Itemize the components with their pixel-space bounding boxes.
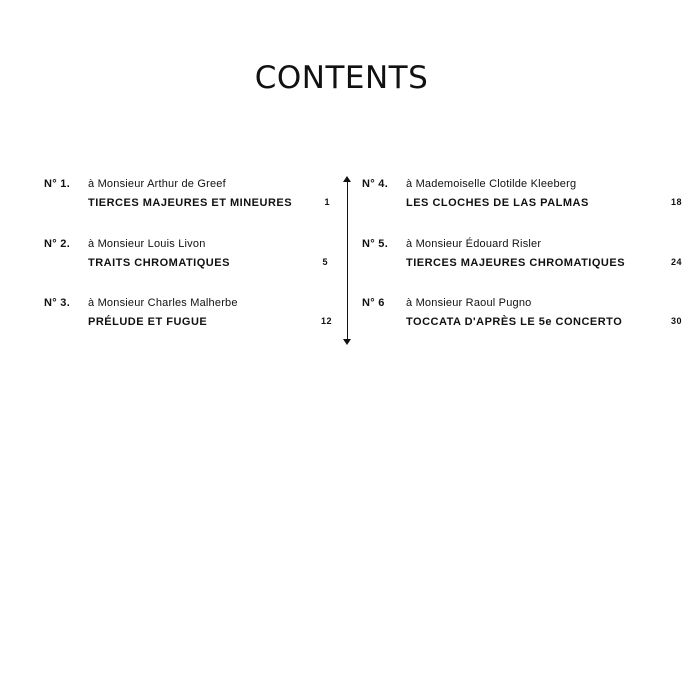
entry-number: N° 4. xyxy=(362,178,389,190)
entry-dedication: à Monsieur Édouard Risler xyxy=(406,238,542,250)
entry-page-number: 18 xyxy=(670,197,682,207)
entry-number: N° 2. xyxy=(44,238,71,250)
contents-entry-6 xyxy=(362,297,700,337)
divider-arrow-down-icon xyxy=(343,339,351,345)
column-divider xyxy=(347,180,348,342)
entry-page-number: 24 xyxy=(670,257,682,267)
entry-number: N° 6 xyxy=(362,297,385,309)
entry-page-number: 5 xyxy=(322,257,328,267)
entry-piece-title: TOCCATA D'APRÈS LE 5e CONCERTO xyxy=(406,316,623,328)
page-title: CONTENTS xyxy=(254,60,429,96)
contents-entry-5 xyxy=(362,238,700,278)
entry-page-number: 1 xyxy=(324,197,330,207)
entry-piece-title: PRÉLUDE ET FUGUE xyxy=(88,316,208,328)
entry-piece-title: TRAITS CHROMATIQUES xyxy=(88,257,230,269)
contents-entry-1 xyxy=(44,178,384,218)
entry-piece-title: LES CLOCHES DE LAS PALMAS xyxy=(406,197,589,209)
entry-page-number: 12 xyxy=(320,316,332,326)
entry-dedication: à Monsieur Raoul Pugno xyxy=(406,297,532,309)
entry-dedication: à Mademoiselle Clotilde Kleeberg xyxy=(406,178,577,190)
entry-dedication: à Monsieur Arthur de Greef xyxy=(88,178,226,190)
entry-number: N° 5. xyxy=(362,238,389,250)
entry-piece-title: TIERCES MAJEURES ET MINEURES xyxy=(88,197,293,209)
entry-piece-title: TIERCES MAJEURES CHROMATIQUES xyxy=(406,257,626,269)
contents-entry-4 xyxy=(362,178,700,218)
contents-entry-2 xyxy=(44,238,384,278)
entry-dedication: à Monsieur Charles Malherbe xyxy=(88,297,238,309)
entry-page-number: 30 xyxy=(670,316,682,326)
entry-dedication: à Monsieur Louis Livon xyxy=(88,238,206,250)
entry-number: N° 3. xyxy=(44,297,71,309)
entry-number: N° 1. xyxy=(44,178,71,190)
contents-entry-3 xyxy=(44,297,384,337)
